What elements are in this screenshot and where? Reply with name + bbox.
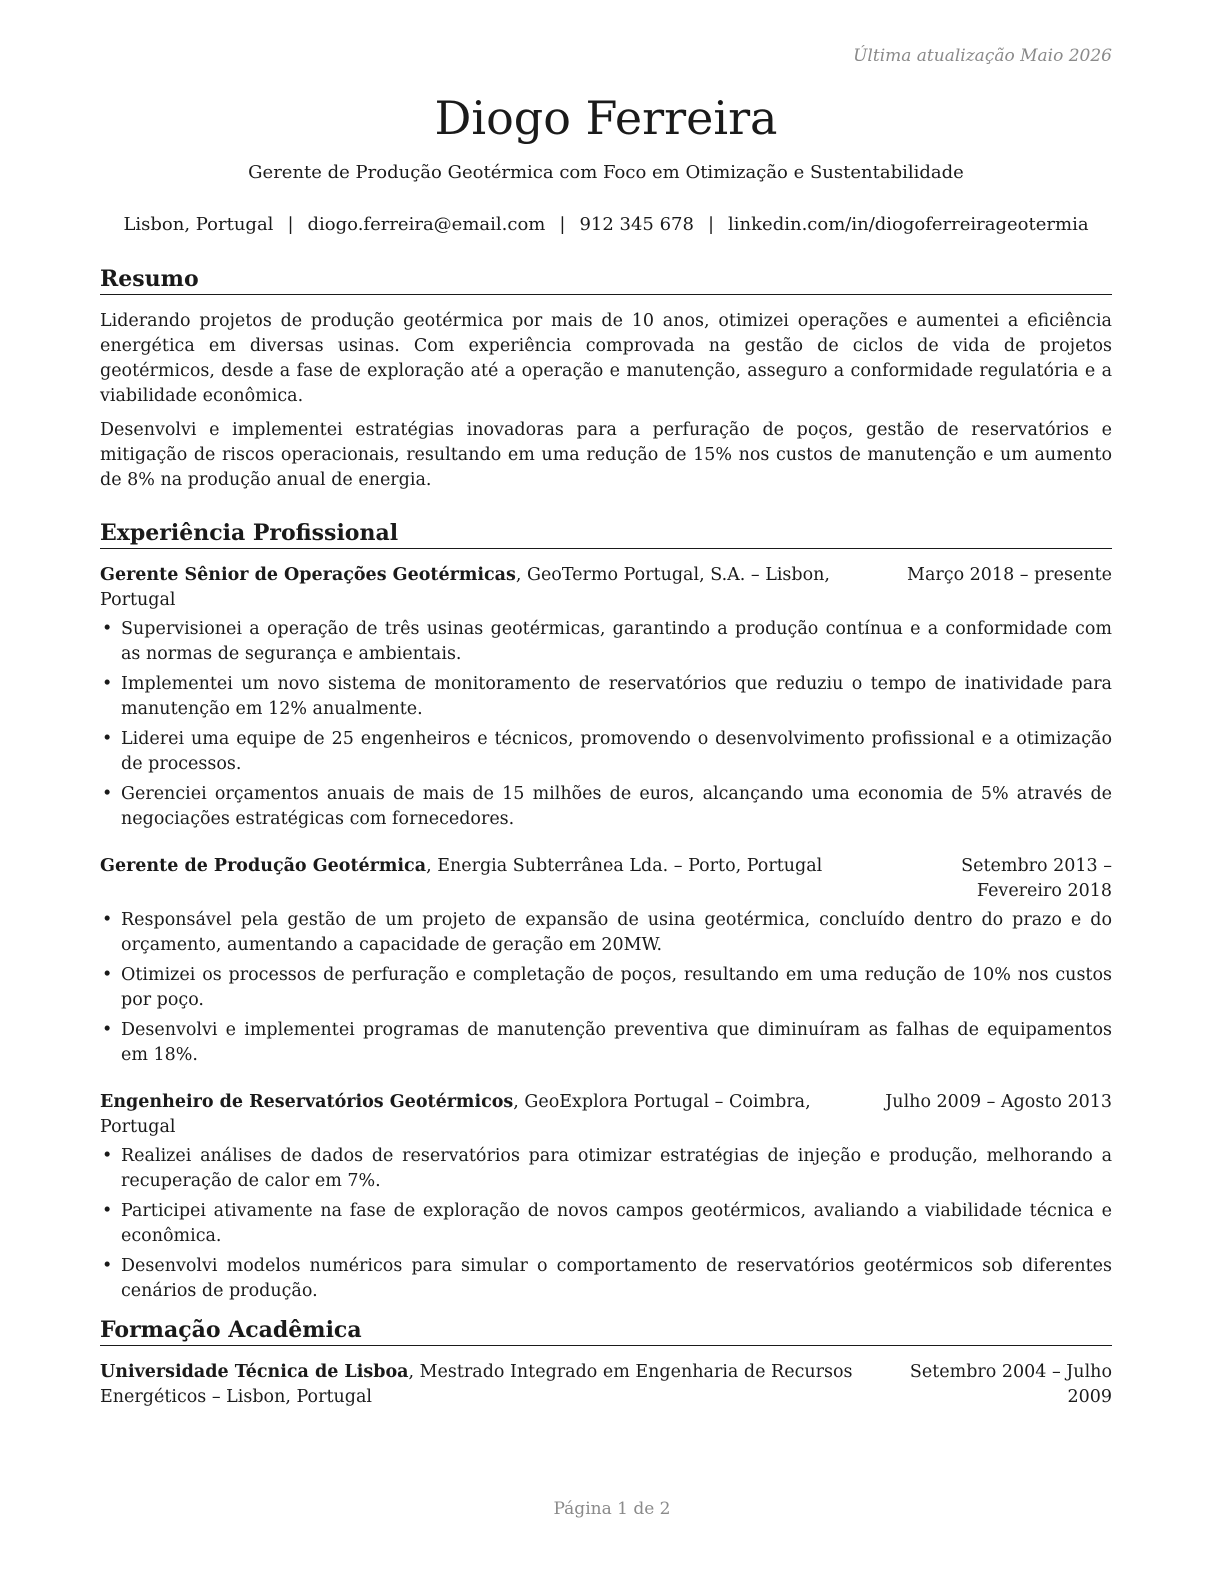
section-title-summary: Resumo — [100, 265, 1112, 295]
candidate-name: Diogo Ferreira — [434, 91, 778, 145]
job-dates: Março 2018 – presente — [907, 565, 1112, 585]
list-item: • Implementei um novo sistema de monitoramento de reservatórios que reduziu o tempo de inatividade para manutenção em 12% anualmente. — [100, 672, 1112, 722]
list-item: • Desenvolvi e implementei programas de manutenção preventiva que diminuíram as falhas de equipamentos em 18%. — [100, 1018, 1112, 1068]
summary — [100, 309, 1112, 493]
contact-separator: | — [287, 214, 294, 235]
list-item: • Participei ativamente na fase de exploração de novos campos geotérmicos, avaliando a viabilidade técnica e econômica. — [100, 1199, 1112, 1249]
education-dates: Setembro 2004 – Julho 2009 — [909, 1362, 1112, 1407]
list-item: • Desenvolvi modelos numéricos para simular o comportamento de reservatórios geotérmicos sob diferentes cenários de produção. — [100, 1254, 1112, 1304]
education-degree — [100, 1360, 880, 1410]
job-title: Engenheiro de Reservatórios Geotérmicos — [100, 1092, 514, 1112]
job-bullets — [100, 908, 1112, 1068]
job-entry — [100, 1090, 1112, 1304]
job-company: , GeoTermo Portugal, S.A. – Lisbon, Portugal — [100, 565, 830, 610]
job-company: , Energia Subterrânea Lda. – Porto, Portugal — [426, 856, 823, 876]
job-dates: Setembro 2013 – Fevereiro 2018 — [961, 856, 1112, 901]
job-header — [100, 1090, 1112, 1140]
list-item: • Realizei análises de dados de reservatórios para otimizar estratégias de injeção e produção, melhorando a recuperação de calor em 7%. — [100, 1144, 1112, 1194]
job-dates: Julho 2009 – Agosto 2013 — [885, 1092, 1112, 1112]
contact-location: Lisbon, Portugal — [123, 214, 274, 235]
job-title: Gerente Sênior de Operações Geotérmicas — [100, 565, 516, 585]
contact-separator: | — [707, 214, 715, 235]
section-title-education: Formação Acadêmica — [100, 1316, 1112, 1346]
contact-line — [100, 212, 1112, 237]
page-number: Página 1 de 2 — [553, 1499, 671, 1519]
summary-paragraph: Desenvolvi e implementei estratégias inovadoras para a perfuração de poços, gestão de reservatórios e mitigação de riscos operacionais, resultando em uma redução de 15% nos custos de manutenção e um aumento de 8% na produção anual de energia. — [100, 420, 1112, 490]
list-item: • Responsável pela gestão de um projeto de expansão de usina geotérmica, concluído dentro do prazo e do orçamento, aumentando a capacidade de geração em 20MW. — [100, 908, 1112, 958]
job-role — [100, 563, 883, 613]
section-title-experience: Experiência Profissional — [100, 519, 1112, 549]
list-item: • Liderei uma equipe de 25 engenheiros e técnicos, promovendo o desenvolvimento profissional e a otimização de processos. — [100, 727, 1112, 777]
job-title: Gerente de Produção Geotérmica — [100, 856, 427, 876]
list-item: • Otimizei os processos de perfuração e completação de poços, resultando em uma redução de 10% nos custos por poço. — [100, 963, 1112, 1013]
job-entry — [100, 563, 1112, 832]
job-role — [100, 854, 822, 904]
job-bullets — [100, 617, 1112, 832]
job-role — [100, 1090, 861, 1140]
list-item: • Supervisionei a operação de três usinas geotérmicas, garantindo a produção contínua e a conformidade com as normas de segurança e ambientais. — [100, 617, 1112, 667]
job-entry — [100, 854, 1112, 1068]
contact-email[interactable]: diogo.ferreira@email.com — [307, 214, 546, 235]
education-entry — [100, 1360, 1112, 1410]
job-header — [100, 563, 1112, 613]
list-item: • Gerenciei orçamentos anuais de mais de 15 milhões de euros, alcançando uma economia de 5% através de negociações estratégicas com fornecedores. — [100, 782, 1112, 832]
last-updated: Última atualização Maio 2026 — [853, 46, 1112, 66]
contact-phone: 912 345 678 — [579, 214, 694, 235]
education-school: Universidade Técnica de Lisboa — [100, 1362, 409, 1382]
job-company: , GeoExplora Portugal – Coimbra, Portugal — [100, 1092, 811, 1137]
job-bullets — [100, 1144, 1112, 1304]
job-header — [100, 854, 1112, 904]
summary-paragraph: Liderando projetos de produção geotérmica por mais de 10 anos, otimizei operações e aumentei a eficiência energética em diversas usinas. Com experiência comprovada na gestão de ciclos de vida de projetos geotérmicos, desde a fase de exploração até a operação e manutenção, asseguro a conformidade regulatória e a viabilidade econômica. — [100, 311, 1112, 406]
education-program: , Mestrado Integrado em Engenharia de Recursos Energéticos – Lisbon, Portugal — [100, 1362, 853, 1407]
contact-linkedin[interactable]: linkedin.com/in/diogoferreirageotermia — [728, 214, 1089, 235]
headline: Gerente de Produção Geotérmica com Foco em Otimização e Sustentabilidade — [248, 162, 964, 183]
contact-separator: | — [559, 214, 566, 235]
